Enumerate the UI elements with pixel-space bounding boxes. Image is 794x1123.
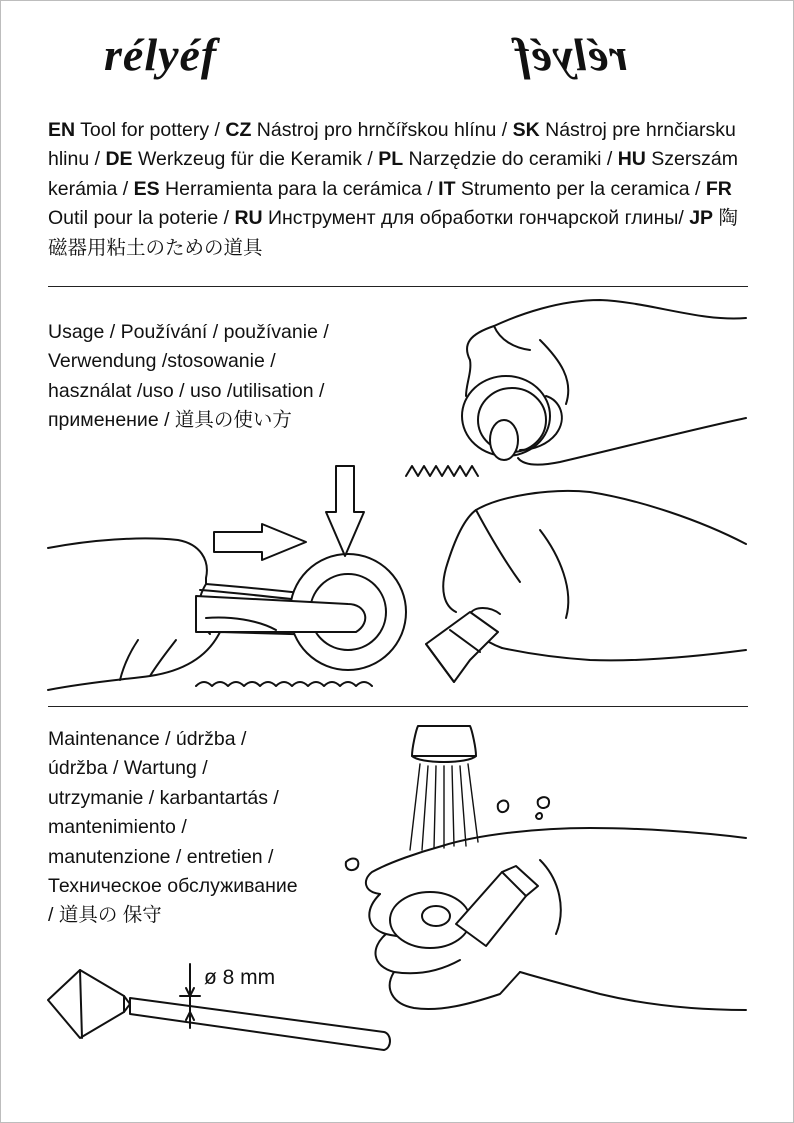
lang-text: Tool for pottery / [75,119,226,141]
lang-text: Narzędzie do ceramiki / [403,148,618,171]
usage-line: Usage / Používání / používanie / [48,321,329,343]
lang-code: CZ [225,119,252,141]
usage-line: használat /uso / uso /utilisation / [48,379,325,402]
texture-zigzag [406,466,478,476]
pinching-hand-illustration [426,491,746,682]
lang-code: PL [378,148,404,171]
lang-code: JP [689,207,714,230]
lang-text: Werkzeug für die Keramik / [132,148,379,171]
maintenance-line: Maintenance / údržba / [48,728,247,750]
maintenance-line: údržba / Wartung / [48,757,208,780]
lang-text: Outil pour la poterie / [48,207,235,230]
maintenance-line: / 道具の 保守 [48,904,162,927]
pressing-hand-illustration [462,300,746,465]
lang-text: Herramienta para la cerámica / [159,177,439,200]
logo-mirrored: rélyéf [514,29,628,80]
right-arrow-icon [214,524,306,560]
lang-code: FR [705,177,732,200]
down-arrow-icon [326,466,364,556]
lang-text: 陶磁器用粘土のための道具 [48,207,738,259]
maintenance-line: manutenzione / entretien / [48,845,274,868]
lang-text: Nástroj pro hrnčířskou hlínu / [251,119,513,141]
lang-code: DE [105,148,133,171]
lang-code: IT [438,177,456,200]
diameter-label: ø 8 mm [204,966,276,989]
lang-code: EN [48,119,76,141]
texture-wave [196,682,372,686]
maintenance-line: Техническое обслуживание [48,875,298,898]
faucet-illustration [346,726,549,870]
rolling-hand-illustration [48,538,406,690]
lang-text: Szerszám kerámia / [48,148,738,200]
usage-line: Verwendung /stosowanie / [48,350,276,373]
lang-code: RU [234,207,263,230]
maintenance-line: utrzymanie / karbantartás / [48,786,279,809]
logo: rélyéf [104,29,218,80]
lang-code: SK [512,119,540,141]
lang-code: ES [133,177,160,200]
maintenance-line: mantenimiento / [48,816,187,839]
washing-hand-illustration [366,828,746,1010]
lang-text: Инструмент для обработки гончарской глины/ [262,207,690,230]
tool-diagram [48,964,390,1050]
lang-text: Nástroj pre hrnčiarsku hlinu / [48,119,736,171]
lang-text: Strumento per la ceramica / [455,177,706,200]
usage-line: применение / 道具の使い方 [48,409,292,432]
lang-code: HU [617,148,646,171]
